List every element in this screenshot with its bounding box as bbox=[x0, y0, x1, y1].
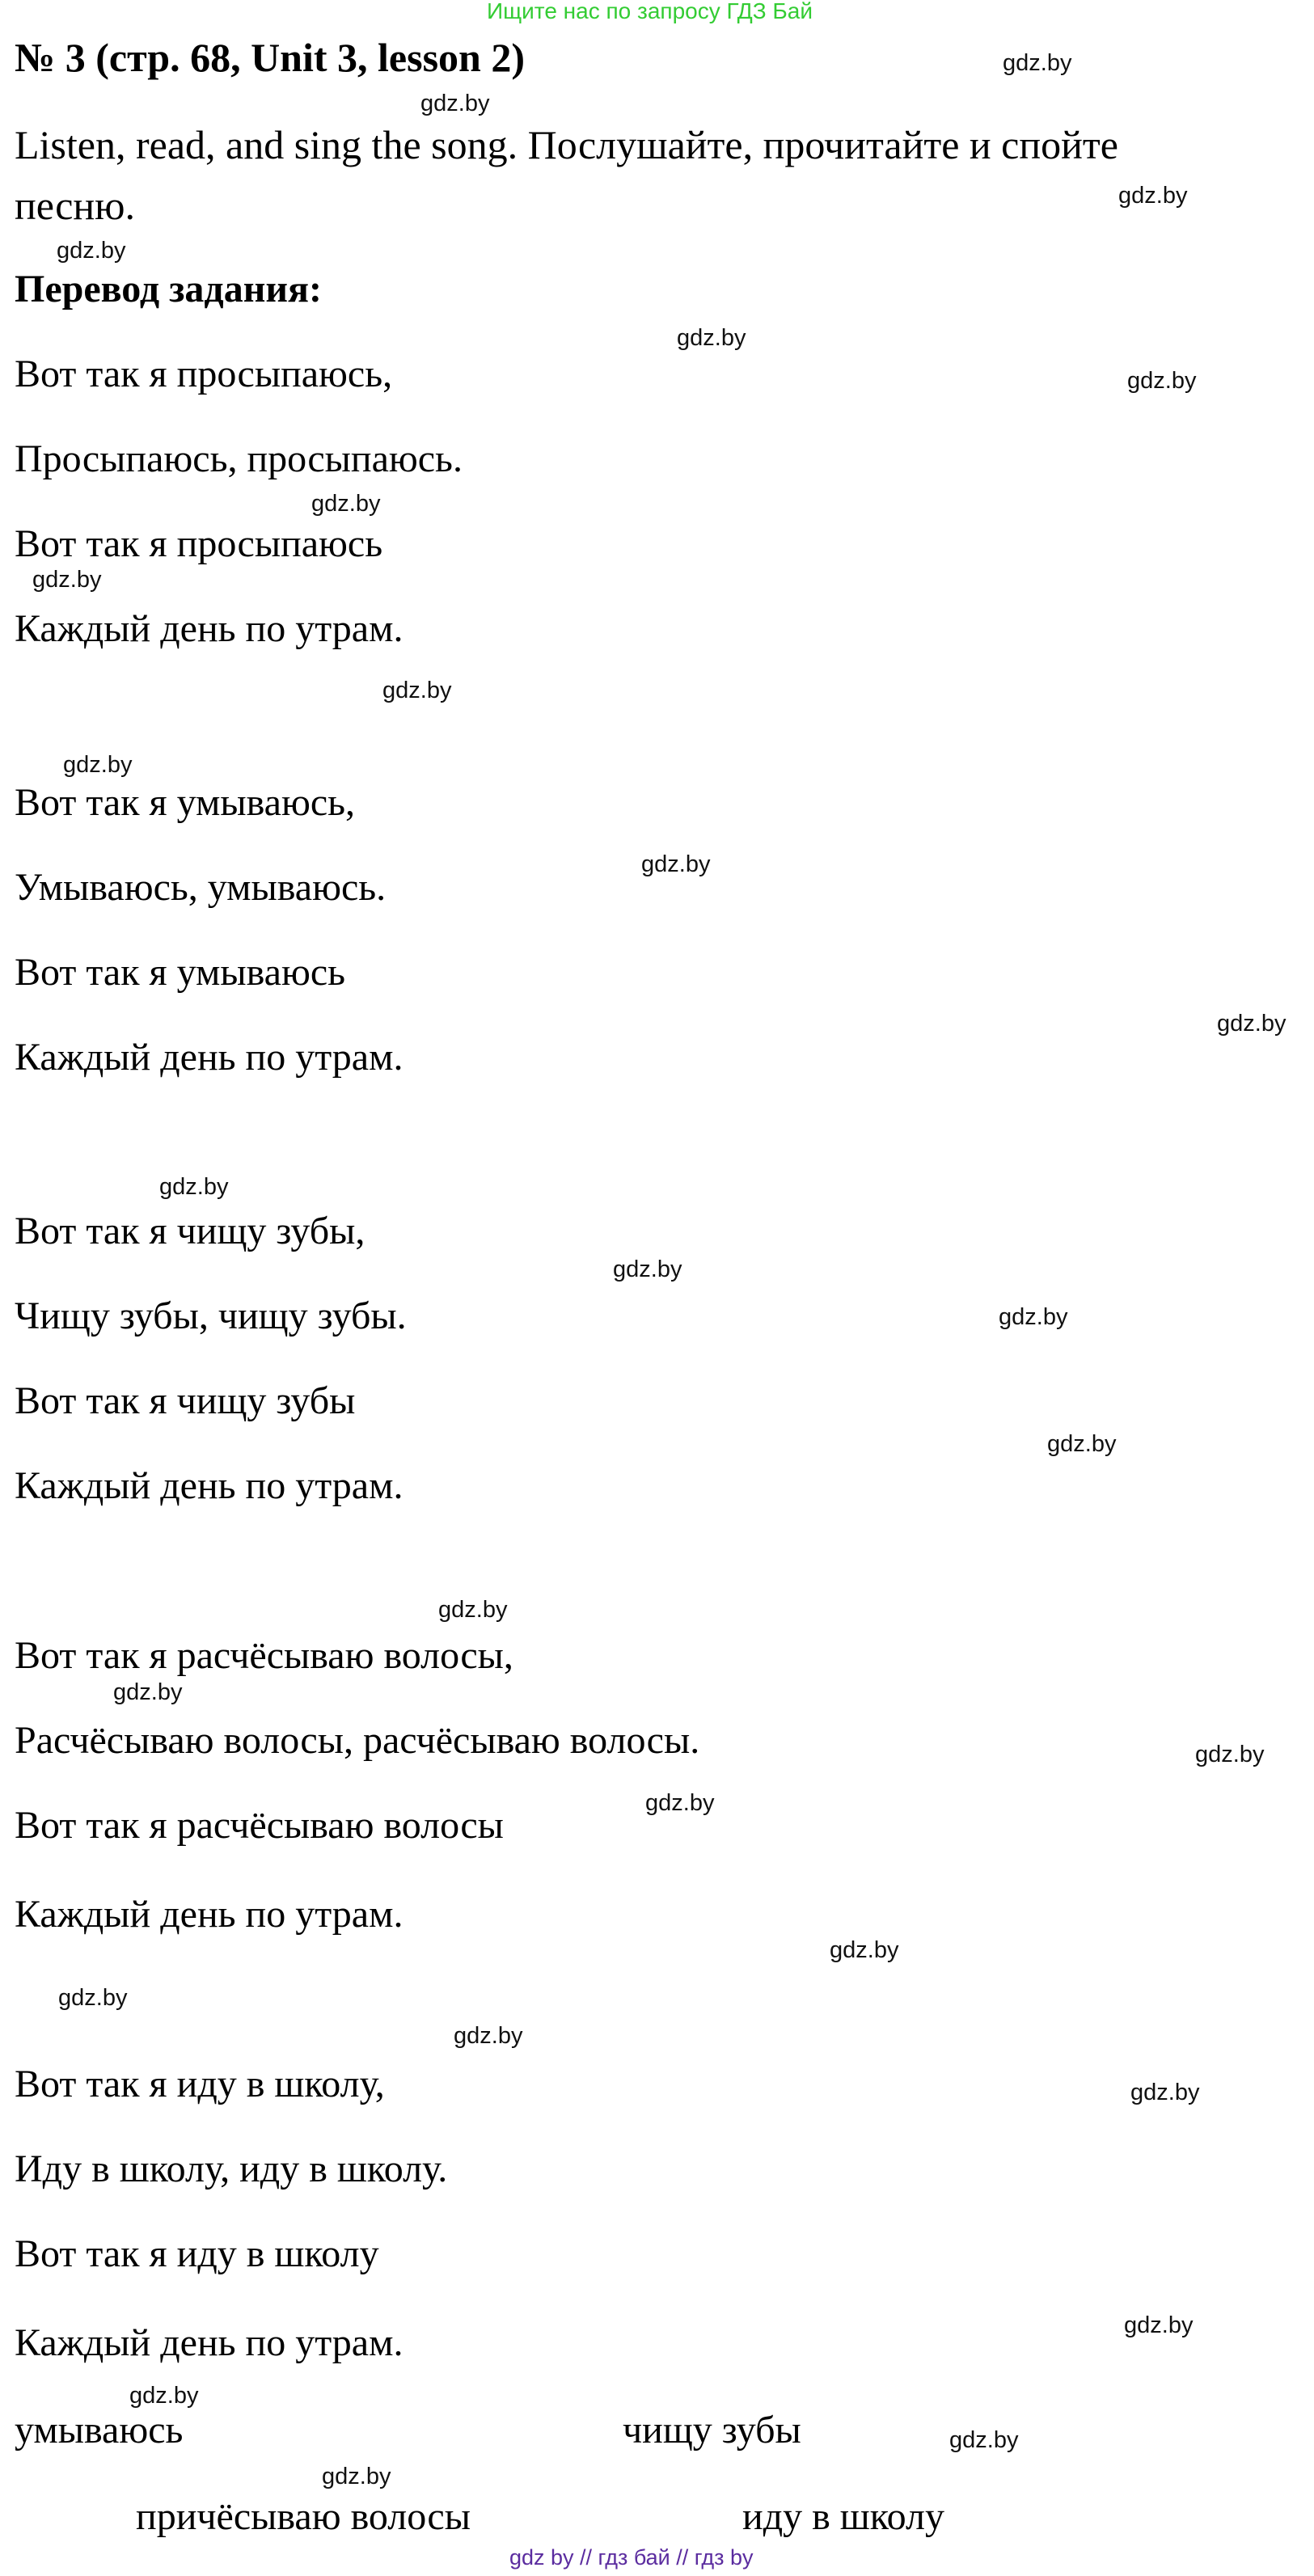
watermark: gdz.by bbox=[830, 1937, 899, 1963]
watermark: gdz.by bbox=[949, 2427, 1019, 2453]
verse-3-line-3: Вот так я чищу зубы bbox=[15, 1379, 356, 1422]
instruction-line-2: песню. bbox=[15, 183, 135, 228]
watermark: gdz.by bbox=[129, 2383, 199, 2409]
watermark: gdz.by bbox=[1003, 50, 1072, 76]
watermark: gdz.by bbox=[438, 1597, 508, 1623]
watermark: gdz.by bbox=[63, 752, 133, 778]
word-option-3: причёсываю волосы bbox=[136, 2495, 471, 2538]
verse-2-line-3: Вот так я умываюсь bbox=[15, 951, 346, 994]
watermark: gdz.by bbox=[159, 1174, 229, 1200]
watermark: gdz.by bbox=[677, 325, 746, 351]
watermark: gdz.by bbox=[1047, 1431, 1117, 1457]
watermark: gdz.by bbox=[999, 1304, 1068, 1330]
watermark: gdz.by bbox=[1195, 1742, 1265, 1767]
translation-subheading: Перевод задания: bbox=[15, 268, 322, 310]
verse-5-line-1: Вот так я иду в школу, bbox=[15, 2063, 385, 2105]
verse-2-line-2: Умываюсь, умываюсь. bbox=[15, 866, 387, 909]
instruction-line-1: Listen, read, and sing the song. Послушайте, прочитайте и спойте bbox=[15, 122, 1118, 167]
word-option-1: умываюсь bbox=[15, 2409, 184, 2451]
verse-4-line-4: Каждый день по утрам. bbox=[15, 1893, 403, 1936]
watermark: gdz.by bbox=[1127, 368, 1197, 394]
word-option-4: иду в школу bbox=[742, 2495, 944, 2538]
verse-3-line-2: Чищу зубы, чищу зубы. bbox=[15, 1294, 407, 1337]
watermark: gdz.by bbox=[1130, 2080, 1200, 2105]
verse-5-line-4: Каждый день по утрам. bbox=[15, 2321, 403, 2364]
verse-3-line-4: Каждый день по утрам. bbox=[15, 1464, 403, 1507]
watermark: gdz.by bbox=[1124, 2312, 1194, 2338]
verse-5-line-2: Иду в школу, иду в школу. bbox=[15, 2147, 448, 2190]
footer-links[interactable]: gdz by // гдз бай // гдз by bbox=[509, 2545, 754, 2570]
watermark: gdz.by bbox=[1217, 1011, 1287, 1037]
verse-3-line-1: Вот так я чищу зубы, bbox=[15, 1210, 365, 1252]
watermark: gdz.by bbox=[382, 678, 452, 703]
watermark: gdz.by bbox=[613, 1256, 682, 1282]
watermark: gdz.by bbox=[420, 91, 490, 116]
verse-1-line-3: Вот так я просыпаюсь bbox=[15, 522, 383, 565]
verse-5-line-3: Вот так я иду в школу bbox=[15, 2232, 379, 2275]
verse-4-line-1: Вот так я расчёсываю волосы, bbox=[15, 1634, 513, 1677]
verse-2-line-1: Вот так я умываюсь, bbox=[15, 781, 356, 824]
verse-4-line-3: Вот так я расчёсываю волосы bbox=[15, 1804, 504, 1847]
verse-1-line-1: Вот так я просыпаюсь, bbox=[15, 353, 393, 395]
verse-1-line-4: Каждый день по утрам. bbox=[15, 607, 403, 650]
search-banner[interactable]: Ищите нас по запросу ГДЗ Бай bbox=[487, 0, 813, 23]
verse-4-line-2: Расчёсываю волосы, расчёсываю волосы. bbox=[15, 1719, 700, 1762]
watermark: gdz.by bbox=[57, 238, 126, 264]
exercise-title: № 3 (стр. 68, Unit 3, lesson 2) bbox=[15, 35, 525, 80]
verse-2-line-4: Каждый день по утрам. bbox=[15, 1036, 403, 1079]
watermark: gdz.by bbox=[641, 851, 711, 877]
watermark: gdz.by bbox=[645, 1790, 715, 1816]
word-option-2: чищу зубы bbox=[623, 2409, 801, 2451]
watermark: gdz.by bbox=[58, 1985, 128, 2011]
watermark: gdz.by bbox=[454, 2023, 523, 2049]
watermark: gdz.by bbox=[32, 567, 102, 593]
watermark: gdz.by bbox=[1118, 183, 1188, 209]
verse-1-line-2: Просыпаюсь, просыпаюсь. bbox=[15, 437, 463, 480]
watermark: gdz.by bbox=[322, 2464, 391, 2489]
watermark: gdz.by bbox=[113, 1679, 183, 1705]
watermark: gdz.by bbox=[311, 491, 381, 517]
